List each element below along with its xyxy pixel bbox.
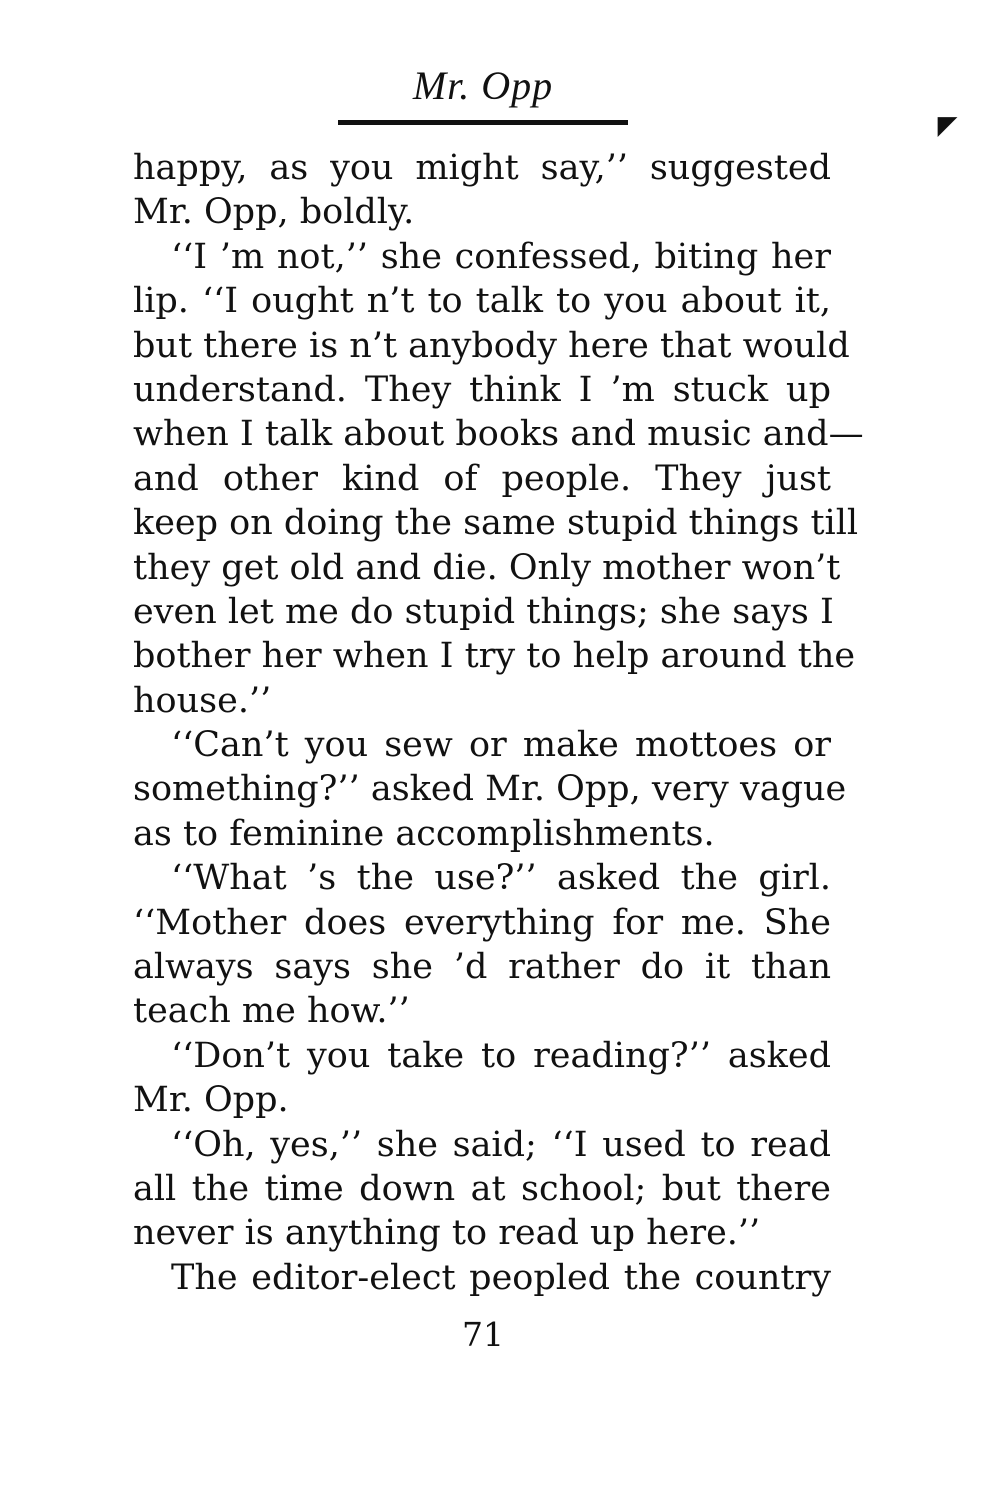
print-speck: ◤ <box>938 113 957 139</box>
text-line: and other kind of people. They just <box>133 458 831 499</box>
text-line: ‘‘Mother does everything for me. She <box>133 902 831 943</box>
text-line: ‘‘What ’s the use?’’ asked the girl. <box>171 858 831 899</box>
text-line: ‘‘Oh, yes,’’ she said; ‘‘I used to read <box>171 1124 831 1165</box>
text-line: all the time down at school; but there <box>133 1168 831 1209</box>
text-line: bother her when I try to help around the <box>133 636 856 677</box>
text-line: as to feminine accomplishments. <box>133 813 715 854</box>
text-line: understand. They think I ’m stuck up <box>133 369 831 410</box>
text-line: never is anything to read up here.’’ <box>133 1213 761 1254</box>
text-line: Mr. Opp, boldly. <box>133 192 415 233</box>
text-line: always says she ’d rather do it than <box>133 947 831 988</box>
text-line: even let me do stupid things; she says I <box>133 591 834 632</box>
page-number: 71 <box>462 1315 504 1354</box>
text-line: something?’’ asked Mr. Opp, very vague <box>133 769 847 810</box>
text-line: but there is n’t anybody here that would <box>133 325 850 366</box>
text-line: ‘‘Can’t you sew or make mottoes or <box>171 725 831 766</box>
text-line: happy, as you might say,’’ suggested <box>133 148 831 188</box>
text-line: lip. ‘‘I ought n’t to talk to you about it, <box>133 281 831 322</box>
body-text <box>133 146 864 1300</box>
text-line: house.’’ <box>133 680 272 721</box>
text-line: The editor-elect peopled the country <box>171 1257 831 1298</box>
text-line: keep on doing the same stupid things till <box>133 503 859 544</box>
header-rule <box>338 120 628 125</box>
text-line: ‘‘Don’t you take to reading?’’ asked <box>171 1035 831 1076</box>
text-line: they get old and die. Only mother won’t <box>133 547 841 588</box>
text-line: ‘‘I ’m not,’’ she confessed, biting her <box>171 236 831 277</box>
text-line: teach me how.’’ <box>133 991 410 1032</box>
text-line: when I talk about books and music and— <box>133 414 864 455</box>
text-line: Mr. Opp. <box>133 1080 289 1121</box>
running-title: Mr. Opp <box>412 63 554 108</box>
